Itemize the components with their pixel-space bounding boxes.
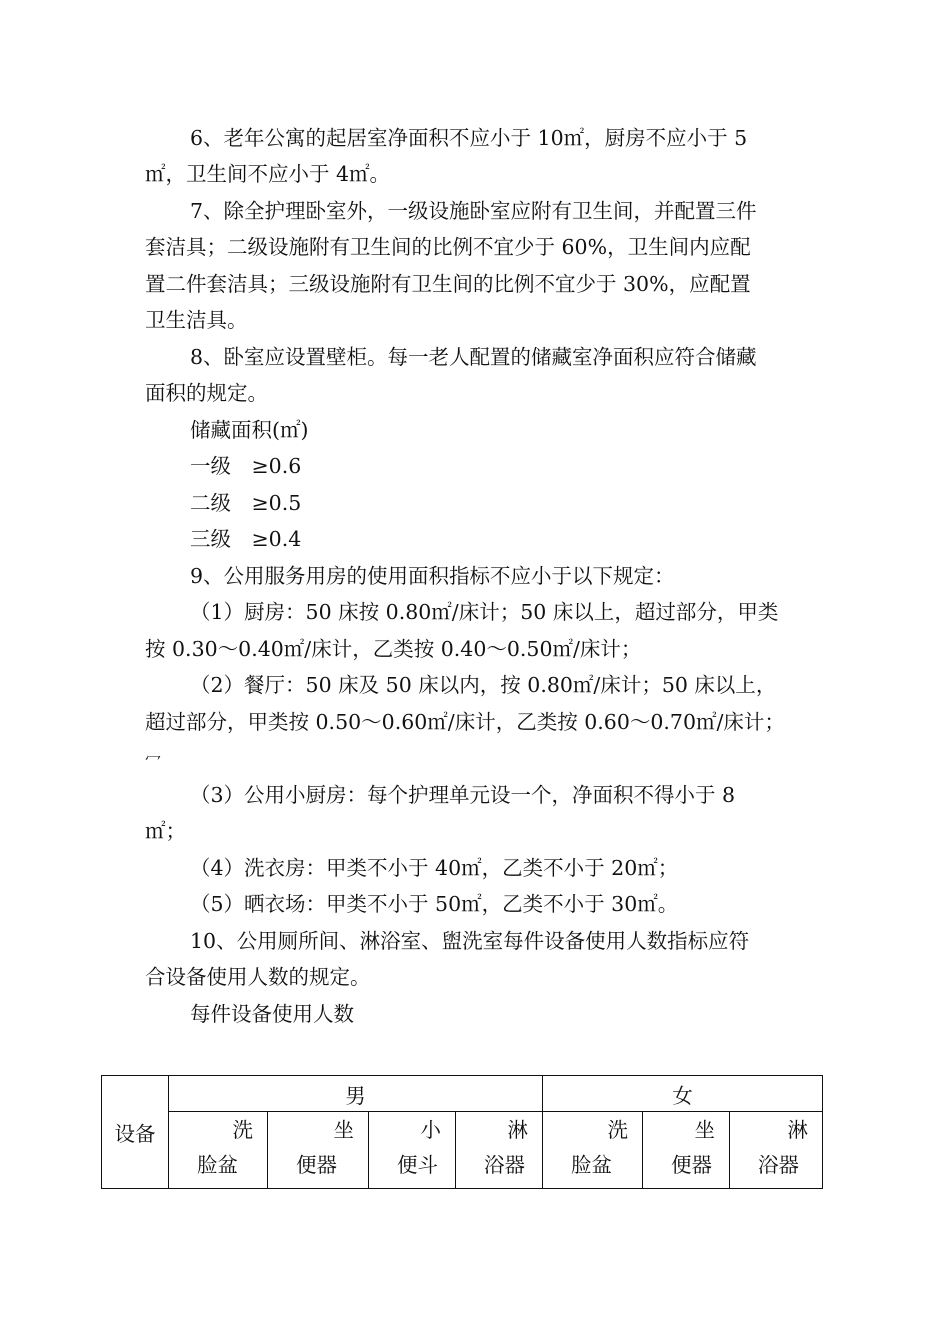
equipment-users-table [101,1075,823,1189]
paragraph-line: （4）洗衣房：甲类不小于 40㎡，乙类不小于 20㎡； [190,856,679,880]
paragraph-line: 卫生洁具。 [145,308,248,332]
column-header-top: 坐 [694,1118,715,1142]
paragraph-line: 10、公用厕所间、淋浴室、盥洗室每件设备使用人数指标应符 [190,929,750,953]
storage-level-2: 二级 ≥0.5 [190,491,302,515]
column-header-cell [730,1112,823,1189]
column-header-bottom: 浴器 [758,1153,799,1177]
column-header-cell [543,1112,643,1189]
paragraph-line: 7、除全护理卧室外，一级设施卧室应附有卫生间，并配置三件 [190,199,757,223]
stray-mark: 冖 [145,750,162,769]
column-header-top: 小 [420,1118,441,1142]
column-header-cell [268,1112,369,1189]
paragraph-line: ㎡； [145,819,186,843]
column-header-bottom: 脸盆 [571,1153,612,1177]
table-caption: 每件设备使用人数 [190,1002,354,1026]
paragraph-line: （5）晒衣场：甲类不小于 50㎡，乙类不小于 30㎡。 [190,892,679,916]
column-header-bottom: 便器 [296,1153,337,1177]
storage-level-1: 一级 ≥0.6 [190,454,302,478]
column-header-bottom: 便斗 [397,1153,438,1177]
paragraph-line: 按 0.30～0.40㎡/床计，乙类按 0.40～0.50㎡/床计； [145,637,642,661]
paragraph-line: 超过部分，甲类按 0.50～0.60㎡/床计，乙类按 0.60～0.70㎡/床计； [145,710,785,734]
column-header-cell [456,1112,543,1189]
column-header-top: 淋 [787,1118,808,1142]
header-female: 女 [543,1076,823,1112]
paragraph-line: 置二件套洁具；三级设施附有卫生间的比例不宜少于 30%，应配置 [145,272,751,296]
paragraph-line: （2）餐厅：50 床及 50 床以内，按 0.80㎡/床计；50 床以上， [190,673,777,697]
column-header-cell [169,1112,268,1189]
storage-area-heading: 储藏面积(㎡) [190,418,309,442]
paragraph-line: 6、老年公寓的起居室净面积不应小于 10㎡，厨房不应小于 5 [190,126,748,150]
column-header-top: 洗 [232,1118,253,1142]
header-male: 男 [169,1076,543,1112]
paragraph-line: （3）公用小厨房：每个护理单元设一个，净面积不得小于 8 [190,783,736,807]
storage-level-3: 三级 ≥0.4 [190,527,302,551]
paragraph-line: 合设备使用人数的规定。 [145,965,371,989]
paragraph-line: 面积的规定。 [145,381,268,405]
column-header-bottom: 便器 [671,1153,712,1177]
column-header-bottom: 浴器 [484,1153,525,1177]
column-header-top: 洗 [607,1118,628,1142]
paragraph-line: （1）厨房：50 床按 0.80㎡/床计；50 床以上，超过部分，甲类 [190,600,779,624]
column-header-top: 坐 [333,1118,354,1142]
paragraph-line: ㎡，卫生间不应小于 4㎡。 [145,162,391,186]
row-label-equipment: 设备 [102,1076,169,1189]
column-header-bottom: 脸盆 [197,1153,238,1177]
column-header-cell [369,1112,456,1189]
paragraph-line: 8、卧室应设置壁柜。每一老人配置的储藏室净面积应符合储藏 [190,345,757,369]
paragraph-line: 套洁具；二级设施附有卫生间的比例不宜少于 60%，卫生间内应配 [145,235,751,259]
paragraph-line: 9、公用服务用房的使用面积指标不应小于以下规定： [190,564,675,588]
column-header-cell [643,1112,730,1189]
column-header-top: 淋 [507,1118,528,1142]
